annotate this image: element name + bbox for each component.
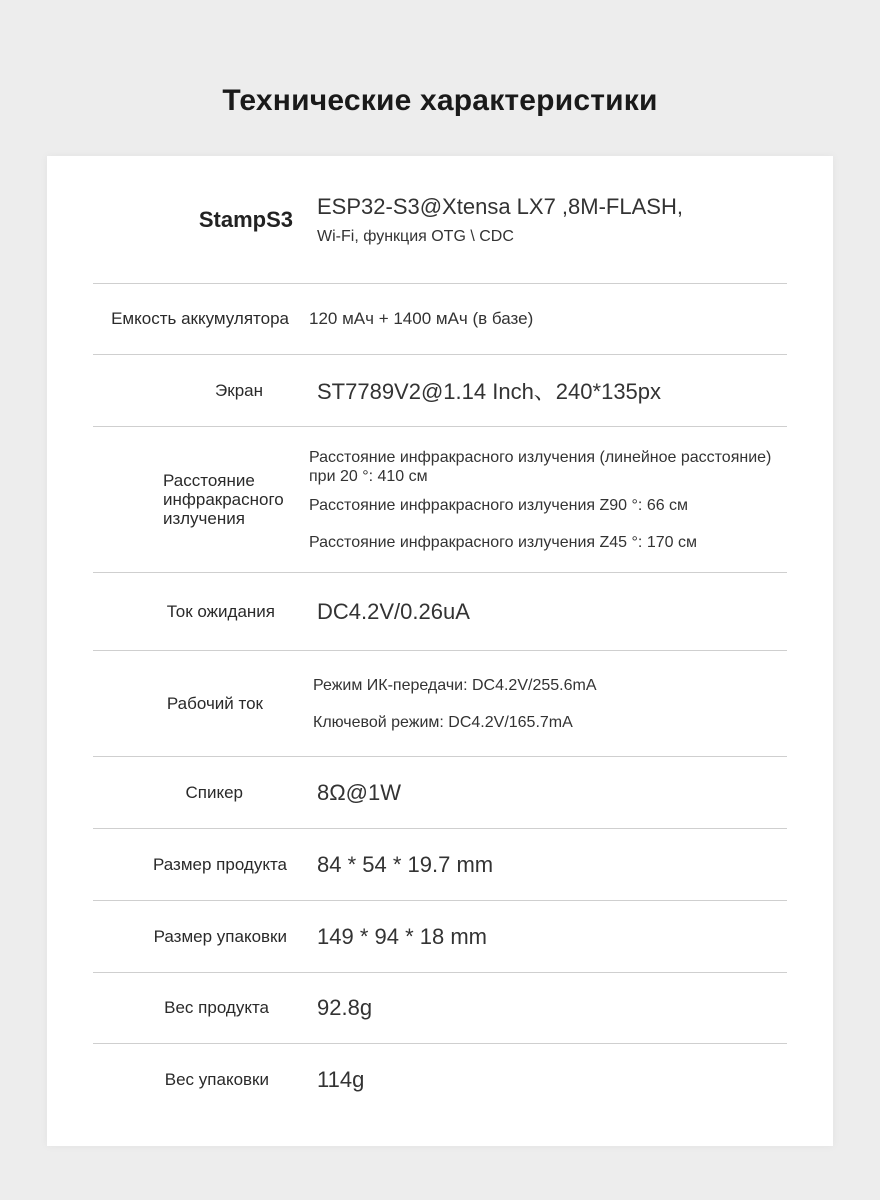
spec-label-battery: Емкость аккумулятора <box>111 309 289 328</box>
spec-value-ir-z90: Расстояние инфракрасного излучения Z90 °: 66 см <box>309 496 689 514</box>
spec-row-model <box>93 156 787 284</box>
spec-label-standby-current: Ток ожидания <box>166 601 275 621</box>
spec-value-package-size: 149 * 94 * 18 mm <box>317 923 487 949</box>
spec-row-product-weight <box>93 973 787 1044</box>
spec-row-battery <box>93 284 787 355</box>
spec-value-screen: ST7789V2@1.14 Inch、240*135px <box>317 379 662 404</box>
spec-row-screen <box>93 355 787 427</box>
spec-value-speaker: 8Ω@1W <box>317 779 402 805</box>
spec-table <box>47 156 833 1146</box>
spec-label-ir-distance: Расстояние инфракрасного излучения <box>163 471 284 528</box>
spec-row-working-current <box>93 651 787 757</box>
spec-label-model: StampS3 <box>198 206 293 232</box>
spec-value-product-size: 84 * 54 * 19.7 mm <box>317 851 494 877</box>
spec-value-ir-distance <box>293 448 787 552</box>
spec-label-package-weight: Вес упаковки <box>164 1070 269 1089</box>
spec-row-product-size <box>93 829 787 901</box>
spec-value-model <box>293 194 787 246</box>
spec-value-key-mode: Ключевой режим: DC4.2V/165.7mA <box>313 713 573 731</box>
spec-row-package-weight <box>93 1044 787 1116</box>
spec-value-ir-linear: Расстояние инфракрасного излучения (линейное расстояние) при 20 °: 410 см <box>309 448 772 485</box>
spec-label-speaker: Спикер <box>185 782 243 802</box>
spec-label-working-current: Рабочий ток <box>166 693 263 713</box>
spec-value-working-current <box>293 676 787 732</box>
spec-value-ir-z45: Расстояние инфракрасного излучения Z45 °: 170 см <box>309 533 697 551</box>
spec-label-package-size: Размер упаковки <box>153 926 287 946</box>
spec-label-product-weight: Вес продукта <box>164 998 269 1017</box>
spec-value-battery: 120 мАч + 1400 мАч (в базе) <box>309 309 534 328</box>
spec-value-ir-mode: Режим ИК-передачи: DC4.2V/255.6mA <box>313 676 597 694</box>
spec-row-standby-current <box>93 573 787 651</box>
spec-value-features: Wi-Fi, функция OTG \ CDC <box>317 227 514 245</box>
spec-label-screen: Экран <box>215 380 263 400</box>
spec-row-package-size <box>93 901 787 973</box>
spec-value-chip: ESP32-S3@Xtensa LX7 ,8M-FLASH, <box>317 193 683 219</box>
spec-value-standby-current: DC4.2V/0.26uA <box>317 598 470 624</box>
spec-label-product-size: Размер продукта <box>153 854 287 874</box>
page-title: Технические характеристики <box>222 84 658 117</box>
spec-row-ir-distance <box>93 427 787 573</box>
spec-value-package-weight: 114g <box>317 1067 365 1092</box>
spec-row-speaker <box>93 757 787 829</box>
spec-value-product-weight: 92.8g <box>317 995 373 1020</box>
